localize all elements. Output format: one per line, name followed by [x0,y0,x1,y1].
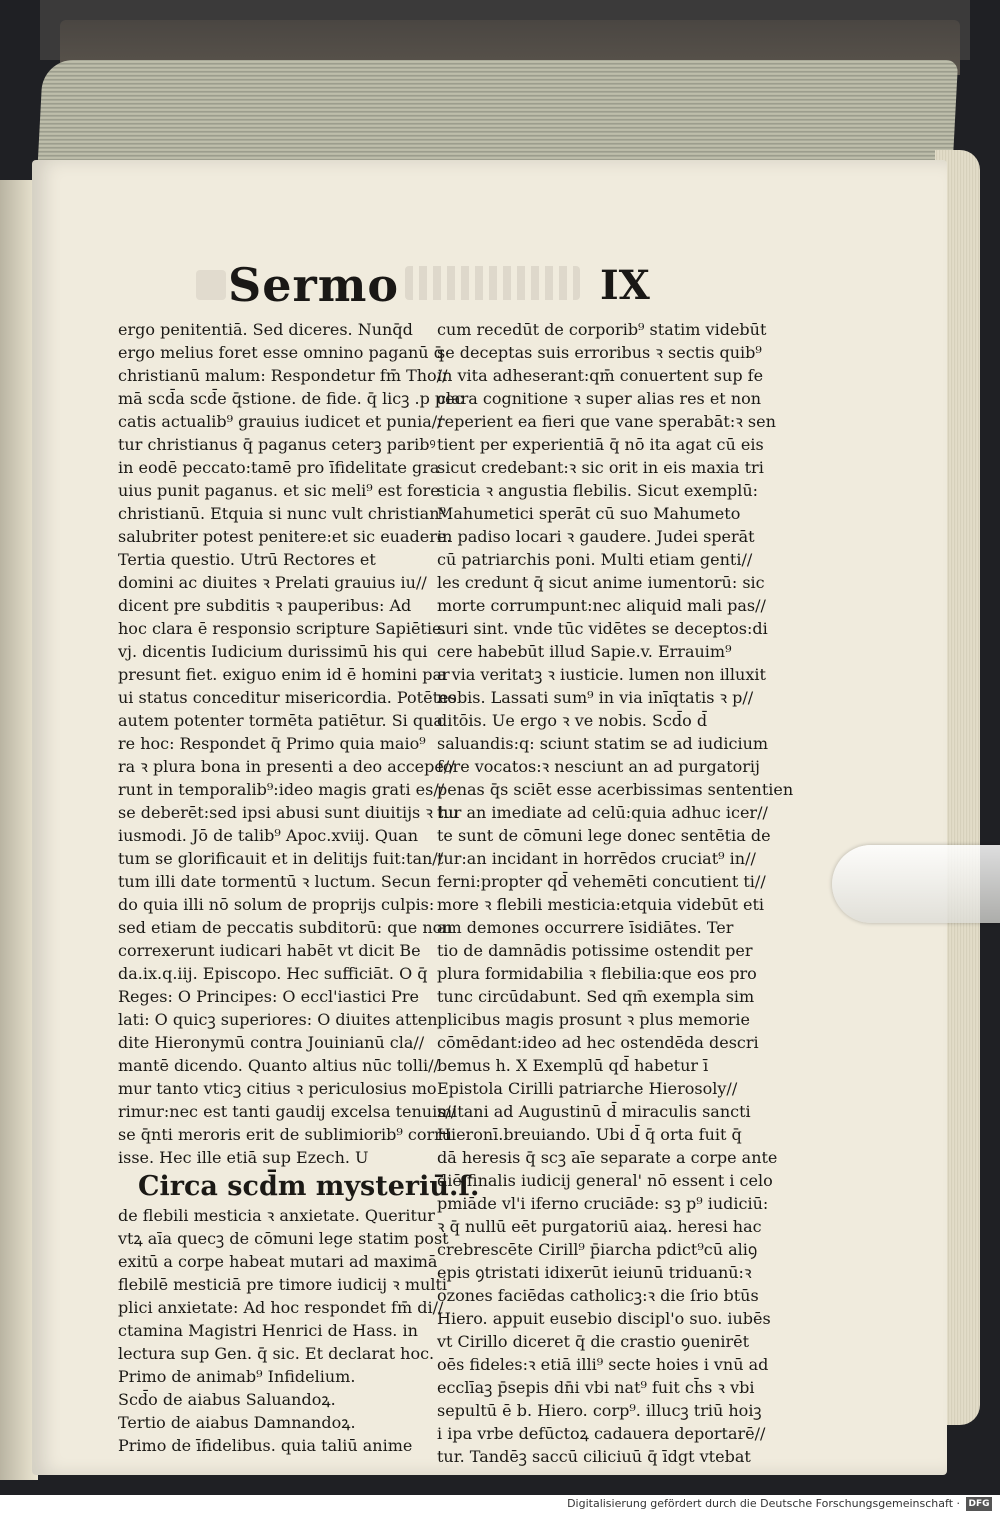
text-line: penas q̄s sciēt esse acerbissimas sententien [437,780,794,799]
text-line: Scd̄o de aiabus Saluandoꝝ. [118,1390,336,1409]
text-line: de flebili mesticia ꝛ anxietate. Queritur [118,1206,435,1225]
text-line: crebrescēte Cirill⁹ p̄iarcha pdict⁹cū aliꝯ [437,1240,758,1259]
text-line: plura formidabilia ꝛ flebilia:que eos pro [437,964,757,983]
text-line: Primo de animab⁹ Infidelium. [118,1367,356,1386]
text-line: mā scd̄a scd̄e q̄stione. de fide. q̄ licꝫ .p pec [118,389,464,408]
text-line: do quia illi nō solum de proprijs culpis: [118,895,435,914]
text-line: les credunt q̄ sicut anime iumentorū: sic [437,573,765,592]
text-line: Mahumetici sperāt cū suo Mahumeto [437,504,741,523]
text-line: ergo penitentiā. Sed diceres. Nunq̄d [118,320,413,339]
text-line: mur tanto vticꝫ citius ꝛ periculosius mo [118,1079,437,1098]
text-line: tur christianus q̄ paganus ceterꝫ paribꝰ [118,435,436,454]
text-line: ditōis. Ue ergo ꝛ ve nobis. Scd̄o d̄ [437,711,708,730]
text-line: plici anxietate: Ad hoc respondet fm̄ di// [118,1298,444,1317]
text-line: Tertio de aiabus Damnandoꝝ. [118,1413,356,1432]
text-line: vj. dicentis Iudicium durissimū his qui [118,642,428,661]
text-line: epis ꝯtristati idixerūt ieiunū triduanū:ꝛ [437,1263,752,1282]
text-line: tur. Tandēꝫ saccū ciliciuū q̄ īdgt vtebat [437,1447,751,1466]
text-line: clara cognitione ꝛ super alias res et non [437,389,762,408]
text-line: ecclīaꝫ p̄sepis dn̄i vbi nat⁹ fuit ch̄s ꝛ vbi [437,1378,755,1397]
text-line: i ipa vrbe defūctoꝝ cadauera deportarē// [437,1424,766,1443]
text-line: presunt fiet. exiguo enim id ē homini par [118,665,450,684]
text-line: reperient ea fieri que vane sperabāt:ꝛ sen [437,412,776,431]
text-line: sicut credebant:ꝛ sic orit in eis maxia tri [437,458,764,477]
text-line: cū patriarchis poni. Multi etiam genti// [437,550,753,569]
text-line: tient per experientiā q̄ nō ita agat cū eis [437,435,764,454]
text-line: re hoc: Respondet q̄ Primo quia maio⁹ [118,734,426,753]
running-head: Sermo [228,258,400,312]
text-line: ferni:propter qd̄ vehemēti concutient ti// [437,872,766,891]
text-line: hoc clara ē responsio scripture Sapiētie. [118,619,447,638]
text-line: in padiso locari ꝛ gaudere. Judei sperāt [437,527,755,546]
text-line: ui status conceditur misericordia. Potētes [118,688,457,707]
text-line: lati: O quicꝫ superiores: O diuites atten [118,1010,438,1029]
text-line: ergo melius foret esse omnino paganū q̄ [118,343,444,362]
text-line: sticia ꝛ angustia flebilis. Sicut exemplū: [437,481,759,500]
left-column-lines-after-heading [118,1204,449,1457]
text-line: cōmēdant:ideo ad hec ostendēda descri [437,1033,759,1052]
text-line: christianū malum: Respondetur fm̄ Tho// [118,366,448,385]
text-line: Tertia questio. Utrū Rectores et [118,550,376,569]
text-line: morte corrumpunt:nec aliquid mali pas// [437,596,766,615]
text-line: suri sint. vnde tūc vidētes se deceptos:di [437,619,768,638]
text-line: ꝛ q̄ nullū eēt purgatoriū aiaꝝ. heresi hac [437,1217,762,1236]
text-line: correxerunt iudicari habēt vt dicit Be [118,941,421,960]
text-line: Primo de īfidelibus. quia taliū anime [118,1436,413,1455]
text-line: tur an imediate ad celū:quia adhuc icer// [437,803,768,822]
text-line: isse. Hec ille etiā sup Ezech. U [118,1148,369,1167]
text-line: se deceptas suis erroribus ꝛ sectis quib⁹ [437,343,762,362]
text-line: oēs fideles:ꝛ etiā illi⁹ secte hoies i vnū ad [437,1355,769,1374]
text-line: pmiāde vl'i iferno cruciāde: sꝫ p⁹ iudiciū: [437,1194,769,1213]
text-line: dicent pre subditis ꝛ pauperibus: Ad [118,596,412,615]
text-line: saluandis:q: sciunt statim se ad iudicium [437,734,769,753]
text-line: in vita adheserant:qm̄ conuertent sup fe [437,366,764,385]
text-line: runt in temporalib⁹:ideo magis grati es// [118,780,445,799]
text-line: diē finalis iudicij general' nō essent i celo [437,1171,773,1190]
text-line: flebilē mesticiā pre timore iudicij ꝛ multi [118,1275,447,1294]
text-line: ctamina Magistri Henrici de Hass. in [118,1321,418,1340]
text-line: sed etiam de peccatis subditorū: que non [118,918,453,937]
text-line: cum recedūt de corporib⁹ statim videbūt [437,320,767,339]
text-line: tur:an incidant in horrēdos cruciat⁹ in// [437,849,756,868]
text-line: dite Hieronymū contra Jouinianū cla// [118,1033,425,1052]
text-line: catis actualib⁹ grauius iudicet et punia// [118,412,443,431]
text-line: uius punit paganus. et sic meli⁹ est fore [118,481,440,500]
text-line: mitani ad Augustinū d̄ miraculis sancti [437,1102,751,1121]
text-line: in eodē peccato:tamē pro īfidelitate gra [118,458,440,477]
text-line: te sunt de cōmuni lege donec sentētia de [437,826,771,845]
text-line: domini ac diuites ꝛ Prelati grauius iu// [118,573,427,592]
text-line: Hieronī.breuiando. Ubi d̄ q̄ orta fuit q̄ [437,1125,742,1144]
text-line: christianū. Etquia si nunc vult christian⁹ [118,504,446,523]
text-line: tunc circūdabunt. Sed qm̄ exempla sim [437,987,755,1006]
text-line: Epistola Cirilli patriarche Hierosoly// [437,1079,738,1098]
text-line: nobis. Lassati sum⁹ in via inīqtatis ꝛ p// [437,688,754,707]
text-line: sepultū ē b. Hiero. corp⁹. illucꝫ triū hoiꝫ [437,1401,762,1420]
text-line: da.ix.q.iij. Episcopo. Hec sufficiāt. O q̄ [118,964,428,983]
text-line: cere habebūt illud Sapie.v. Errauim⁹ [437,642,732,661]
text-line: more ꝛ flebili mesticia:etquia videbūt eti [437,895,765,914]
text-line: se q̄nti meroris erit de sublimiorib⁹ corru [118,1125,453,1144]
text-line: tio de damnādis potissime ostendit per [437,941,753,960]
text-line: am demones occurrere īsidiātes. Ter [437,918,734,937]
folio-number: IX [600,262,650,309]
right-column-lines [437,318,794,1468]
text-line: salubriter potest penitere:et sic euadere. [118,527,452,546]
show-through-mark [196,270,226,300]
text-line: mantē dicendo. Quanto altius nūc tolli// [118,1056,439,1075]
text-line: fore vocatos:ꝛ nesciunt an ad purgatorij [437,757,761,776]
text-line: Reges: O Principes: O eccl'iastici Pre [118,987,419,1006]
text-line: plicibus magis prosunt ꝛ plus memorie [437,1010,750,1029]
page-marker-tab [832,845,1000,923]
text-line: ra ꝛ plura bona in presenti a deo accepe// [118,757,455,776]
text-line: a via veritatꝫ ꝛ iusticie. lumen non illuxit [437,665,766,684]
text-line: iusmodi. Jō de talib⁹ Apoc.xviij. Quan [118,826,419,845]
text-line: tum se glorificauit et in delitijs fuit:tan// [118,849,444,868]
text-line: vtꝝ aīa quecꝫ de cōmuni lege statim post [118,1229,449,1248]
text-line: dā heresis q̄ scꝫ aīe separate a corpe ante [437,1148,778,1167]
text-line: ozones faciēdas catholicꝫ:ꝛ die ſrio btūs [437,1286,759,1305]
footer-credit: Digitalisierung gefördert durch die Deutsche Forschungsgemeinschaft · [567,1497,960,1510]
text-line: vt Cirillo diceret q̄ die crastio ꝯuenirēt [437,1332,750,1351]
section-heading: Circa scd̄m mysteriū.ſ. [138,1171,480,1202]
text-line: bemus h. X Exemplū qd̄ habetur ī [437,1056,709,1075]
text-line: lectura sup Gen. q̄ sic. Et declarat hoc. [118,1344,435,1363]
left-column-lines [118,318,464,1169]
text-line: exitū a corpe habeat mutari ad maximā [118,1252,438,1271]
dfg-logo: DFG [966,1497,992,1511]
left-column [118,318,480,1457]
text-line: tum illi date tormentū ꝛ luctum. Secun [118,872,431,891]
text-line: autem potenter tormēta patiētur. Si qua [118,711,443,730]
text-line: se deberēt:sed ipsi abusi sunt diuitijs ꝛ hu [118,803,459,822]
text-line: rimur:nec est tanti gaudij excelsa tenuis// [118,1102,457,1121]
show-through-text [405,266,580,300]
right-column [437,318,794,1468]
text-line: Hiero. appuit eusebio discipl'o suo. iubēs [437,1309,771,1328]
